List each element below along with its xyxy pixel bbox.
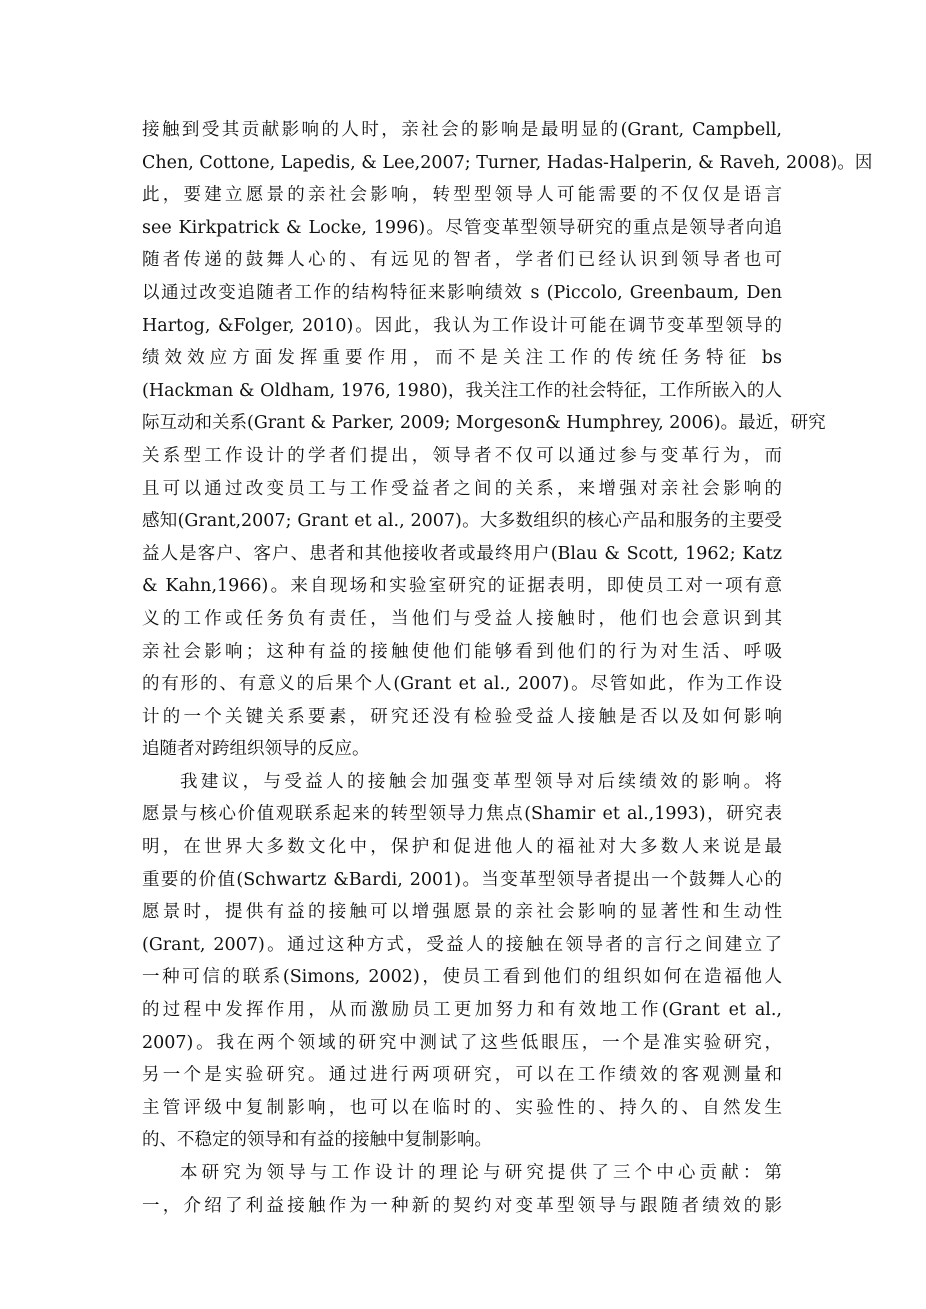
text-line: Hartog, &Folger, 2010)。因此，我认为工作设计可能在调节变革型领导的 <box>142 315 782 336</box>
text-line: (Grant, 2007)。通过这种方式，受益人的接触在领导者的言行之间建立了 <box>142 934 782 955</box>
text-line: 义的工作或任务负有责任，当他们与受益人接触时，他们也会意识到其 <box>142 608 782 629</box>
text-line: 一，介绍了利益接触作为一种新的契约对变革型领导与跟随者绩效的影 <box>142 1195 782 1216</box>
text-line: 接触到受其贡献影响的人时，亲社会的影响是最明显的(Grant, Campbell, <box>142 120 782 140</box>
text-line: 另一个是实验研究。通过进行两项研究，可以在工作绩效的客观测量和 <box>142 1065 782 1086</box>
text-line: 且可以通过改变员工与工作受益者之间的关系，来增强对亲社会影响的 <box>142 478 782 499</box>
text-line: 愿景与核心价值观联系起来的转型领导力焦点(Shamir et al.,1993)，研究表 <box>142 804 782 825</box>
text-line: 随者传递的鼓舞人心的、有远见的智者，学者们已经认识到领导者也可 <box>142 250 782 271</box>
text-line: Chen, Cottone, Lapedis, & Lee,2007; Turner, Hadas-Halperin, & Raveh, 2008)。因 <box>142 152 873 173</box>
text-line: 此，要建立愿景的亲社会影响，转型型领导人可能需要的不仅仅是语言 <box>142 185 782 206</box>
text-line: & Kahn,1966)。来自现场和实验室研究的证据表明，即使员工对一项有意 <box>142 576 782 597</box>
text-line: 2007)。我在两个领域的研究中测试了这些低眼压，一个是准实验研究， <box>142 1032 782 1053</box>
text-line: 的有形的、有意义的后果个人(Grant et al., 2007)。尽管如此，作为工作设 <box>142 674 782 695</box>
text-line: 主管评级中复制影响，也可以在临时的、实验性的、持久的、自然发生 <box>142 1097 782 1118</box>
text-line: 际互动和关系(Grant & Parker, 2009; Morgeson& Humphrey, 2006)。最近，研究 <box>142 413 826 434</box>
text-line: 以通过改变追随者工作的结构特征来影响绩效 s (Piccolo, Greenbaum, Den <box>142 282 782 303</box>
text-line: 明，在世界大多数文化中，保护和促进他人的福祉对大多数人来说是最 <box>142 837 782 858</box>
text-line: 绩效效应方面发挥重要作用，而不是关注工作的传统任务特征 bs <box>142 348 782 369</box>
body-text <box>142 114 873 1222</box>
text-line: 重要的价值(Schwartz &Bardi, 2001)。当变革型领导者提出一个鼓舞人心的 <box>142 869 782 890</box>
text-line: (Hackman & Oldham, 1976, 1980)，我关注工作的社会特征，工作所嵌入的人 <box>142 380 782 401</box>
text-line: 我建议，与受益人的接触会加强变革型领导对后续绩效的影响。将 <box>180 771 782 792</box>
text-line: 关系型工作设计的学者们提出，领导者不仅可以通过参与变革行为，而 <box>142 445 782 466</box>
text-line: 计的一个关键关系要素，研究还没有检验受益人接触是否以及如何影响 <box>142 706 782 727</box>
text-line: 益人是客户、客户、患者和其他接收者或最终用户(Blau & Scott, 1962; Katz <box>142 543 782 564</box>
text-line: 追随者对跨组织领导的反应。 <box>142 739 370 760</box>
text-line: 感知(Grant,2007; Grant et al., 2007)。大多数组织的核心产品和服务的主要受 <box>142 511 782 532</box>
text-line: see Kirkpatrick & Locke, 1996)。尽管变革型领导研究的重点是领导者向追 <box>142 217 782 238</box>
text-line: 愿景时，提供有益的接触可以增强愿景的亲社会影响的显著性和生动性 <box>142 902 782 923</box>
text-line: 亲社会影响；这种有益的接触使他们能够看到他们的行为对生活、呼吸 <box>142 641 782 662</box>
text-line: 本研究为领导与工作设计的理论与研究提供了三个中心贡献：第 <box>180 1163 782 1183</box>
text-line: 一种可信的联系(Simons, 2002)，使员工看到他们的组织如何在造福他人 <box>142 967 782 988</box>
text-line: 的过程中发挥作用，从而激励员工更加努力和有效地工作(Grant et al., <box>142 1000 782 1021</box>
text-line: 的、不稳定的领导和有益的接触中复制影响。 <box>142 1130 492 1151</box>
